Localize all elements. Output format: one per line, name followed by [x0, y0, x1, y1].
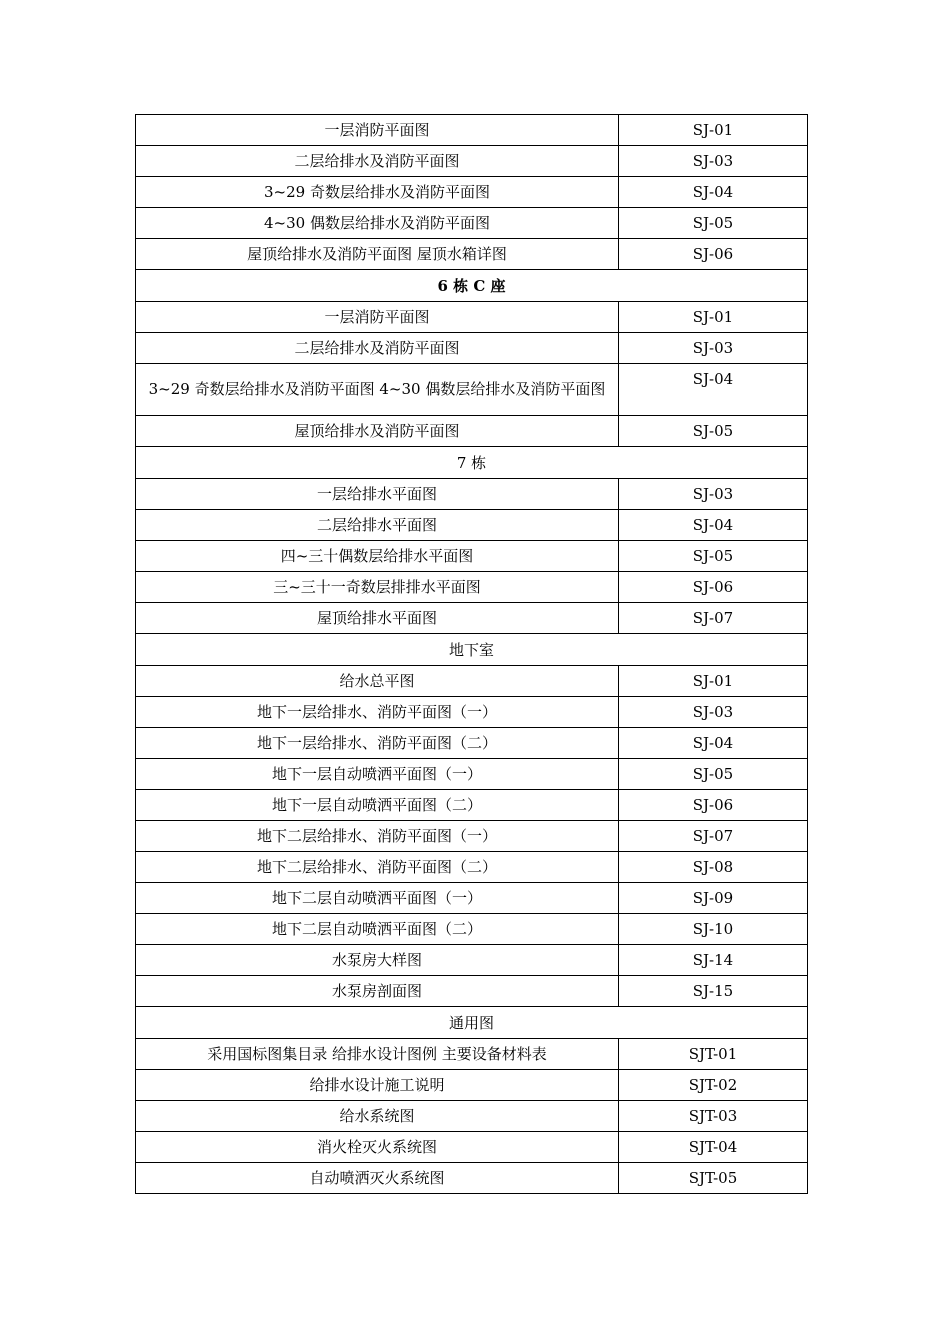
drawing-index-table: [135, 114, 808, 1194]
drawing-name-cell: 消火栓灭火系统图: [136, 1132, 619, 1163]
drawing-name-cell: 自动喷洒灭火系统图: [136, 1163, 619, 1194]
section-title: 7 栋: [136, 447, 808, 479]
drawing-code-cell: SJ-03: [619, 333, 808, 364]
table-row: [136, 1070, 808, 1101]
drawing-name-cell: 一层消防平面图: [136, 115, 619, 146]
drawing-code-cell: SJ-07: [619, 603, 808, 634]
drawing-code-cell: SJ-03: [619, 697, 808, 728]
drawing-code-cell: SJ-08: [619, 852, 808, 883]
drawing-name-cell: 屋顶给排水及消防平面图: [136, 416, 619, 447]
drawing-code-cell: SJ-04: [619, 364, 808, 416]
drawing-name-cell: 四~三十偶数层给排水平面图: [136, 541, 619, 572]
drawing-code-cell: SJ-14: [619, 945, 808, 976]
drawing-name-cell: 地下二层给排水、消防平面图（一）: [136, 821, 619, 852]
table-row: [136, 541, 808, 572]
drawing-name-cell: 给水系统图: [136, 1101, 619, 1132]
table-row: [136, 302, 808, 333]
table-row: [136, 1101, 808, 1132]
drawing-code-cell: SJ-01: [619, 666, 808, 697]
drawing-code-cell: SJ-01: [619, 115, 808, 146]
drawing-code-cell: SJ-04: [619, 177, 808, 208]
drawing-code-cell: SJ-07: [619, 821, 808, 852]
section-title: 6 栋 C 座: [136, 270, 808, 302]
drawing-code-cell: SJ-04: [619, 728, 808, 759]
table-row: [136, 603, 808, 634]
table-row: [136, 852, 808, 883]
table-row: [136, 510, 808, 541]
section-header-row: [136, 270, 808, 302]
drawing-index-body: [136, 115, 808, 1194]
table-row: [136, 177, 808, 208]
drawing-code-cell: SJ-06: [619, 790, 808, 821]
drawing-name-cell: 一层消防平面图: [136, 302, 619, 333]
section-title: 通用图: [136, 1007, 808, 1039]
section-header-row: [136, 634, 808, 666]
table-row: [136, 479, 808, 510]
section-title: 地下室: [136, 634, 808, 666]
drawing-name-cell: 地下二层给排水、消防平面图（二）: [136, 852, 619, 883]
table-row: [136, 759, 808, 790]
table-row: [136, 239, 808, 270]
table-row: [136, 790, 808, 821]
table-row: [136, 364, 808, 416]
table-row: [136, 1163, 808, 1194]
drawing-code-cell: SJ-05: [619, 541, 808, 572]
drawing-code-cell: SJ-05: [619, 208, 808, 239]
table-row: [136, 146, 808, 177]
drawing-name-cell: 三~三十一奇数层排排水平面图: [136, 572, 619, 603]
drawing-code-cell: SJ-04: [619, 510, 808, 541]
table-row: [136, 914, 808, 945]
drawing-name-cell: 地下一层给排水、消防平面图（二）: [136, 728, 619, 759]
drawing-name-cell: 给排水设计施工说明: [136, 1070, 619, 1101]
drawing-code-cell: SJT-04: [619, 1132, 808, 1163]
table-row: [136, 208, 808, 239]
drawing-name-cell: 地下二层自动喷洒平面图（二）: [136, 914, 619, 945]
table-row: [136, 728, 808, 759]
drawing-name-cell: 水泵房大样图: [136, 945, 619, 976]
drawing-code-cell: SJ-05: [619, 759, 808, 790]
drawing-code-cell: SJ-09: [619, 883, 808, 914]
drawing-name-cell: 3~29 奇数层给排水及消防平面图 4~30 偶数层给排水及消防平面图: [136, 364, 619, 416]
drawing-name-cell: 二层给排水及消防平面图: [136, 146, 619, 177]
drawing-code-cell: SJT-02: [619, 1070, 808, 1101]
drawing-code-cell: SJ-01: [619, 302, 808, 333]
drawing-name-cell: 4~30 偶数层给排水及消防平面图: [136, 208, 619, 239]
table-row: [136, 333, 808, 364]
table-row: [136, 883, 808, 914]
drawing-name-cell: 屋顶给排水平面图: [136, 603, 619, 634]
drawing-code-cell: SJ-10: [619, 914, 808, 945]
drawing-name-cell: 3~29 奇数层给排水及消防平面图: [136, 177, 619, 208]
section-header-row: [136, 1007, 808, 1039]
drawing-name-cell: 采用国标图集目录 给排水设计图例 主要设备材料表: [136, 1039, 619, 1070]
table-row: [136, 1039, 808, 1070]
drawing-code-cell: SJ-05: [619, 416, 808, 447]
drawing-code-cell: SJ-03: [619, 146, 808, 177]
table-row: [136, 945, 808, 976]
drawing-name-cell: 地下一层给排水、消防平面图（一）: [136, 697, 619, 728]
table-row: [136, 697, 808, 728]
table-row: [136, 572, 808, 603]
drawing-name-cell: 地下一层自动喷洒平面图（二）: [136, 790, 619, 821]
table-row: [136, 115, 808, 146]
drawing-code-cell: SJT-03: [619, 1101, 808, 1132]
drawing-name-cell: 屋顶给排水及消防平面图 屋顶水箱详图: [136, 239, 619, 270]
section-header-row: [136, 447, 808, 479]
drawing-code-cell: SJ-03: [619, 479, 808, 510]
drawing-name-cell: 一层给排水平面图: [136, 479, 619, 510]
drawing-name-cell: 二层给排水平面图: [136, 510, 619, 541]
drawing-code-cell: SJT-05: [619, 1163, 808, 1194]
drawing-name-cell: 水泵房剖面图: [136, 976, 619, 1007]
table-row: [136, 416, 808, 447]
drawing-name-cell: 二层给排水及消防平面图: [136, 333, 619, 364]
drawing-name-cell: 地下一层自动喷洒平面图（一）: [136, 759, 619, 790]
table-row: [136, 1132, 808, 1163]
drawing-code-cell: SJ-06: [619, 572, 808, 603]
drawing-code-cell: SJT-01: [619, 1039, 808, 1070]
drawing-name-cell: 地下二层自动喷洒平面图（一）: [136, 883, 619, 914]
table-row: [136, 821, 808, 852]
drawing-name-cell: 给水总平图: [136, 666, 619, 697]
table-row: [136, 976, 808, 1007]
table-row: [136, 666, 808, 697]
drawing-code-cell: SJ-06: [619, 239, 808, 270]
drawing-code-cell: SJ-15: [619, 976, 808, 1007]
